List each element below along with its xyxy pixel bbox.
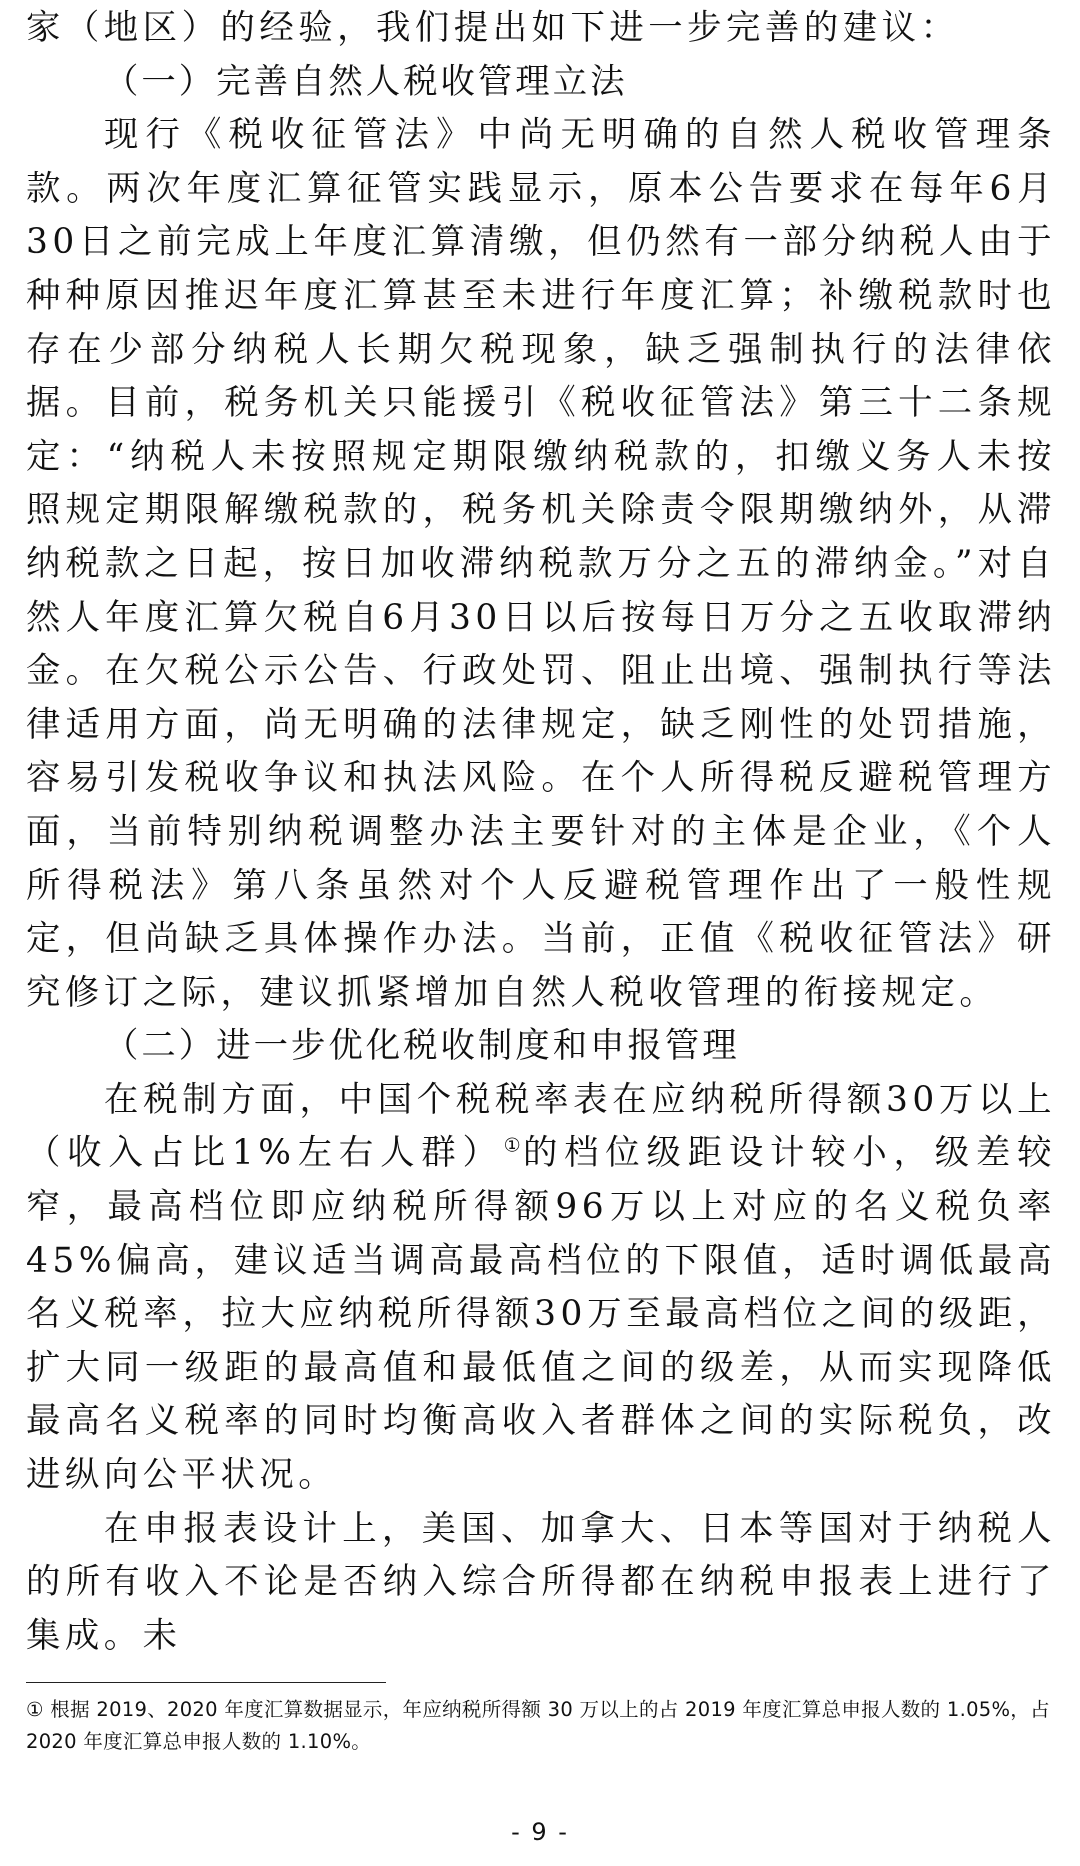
- section-heading-1: （一）完善自然人税收管理立法: [104, 61, 628, 102]
- paragraph-tax-rates-text-after: 的档位级距设计较小，级差较窄，最高档位即应纳税所得额96万以上对应的名义税负率45%偏高，建议适当调高最高档位的下限值，适时调低最高名义税率，拉大应纳税所得额30万至最高档位之间的级距，扩大同一级距的最高值和最低值之间的级差，从而实现降低最高名义税率的同时均衡高收入者群体之间的实际税负，改进纵向公平状况。: [26, 1133, 1056, 1496]
- body-text: [26, 2, 1056, 1663]
- paragraph-legislation: 现行《税收征管法》中尚无明确的自然人税收管理条款。两次年度汇算征管实践显示，原本公告要求在每年6月30日之前完成上年度汇算清缴，但仍然有一部分纳税人由于种种原因推迟年度汇算甚至未进行年度汇算；补缴税款时也存在少部分纳税人长期欠税现象，缺乏强制执行的法律依据。目前，税务机关只能援引《税收征管法》第三十二条规定：“纳税人未按照规定期限缴纳税款的，扣缴义务人未按照规定期限解缴税款的，税务机关除责令限期缴纳外，从滞纳税款之日起，按日加收滞纳税款万分之五的滞纳金。”对自然人年度汇算欠税自6月30日以后按每日万分之五收取滞纳金。在欠税公示公告、行政处罚、阻止出境、强制执行等法律适用方面，尚无明确的法律规定，缺乏刚性的处罚措施，容易引发税收争议和执法风险。在个人所得税反避税管理方面，当前特别纳税调整办法主要针对的主体是企业，《个人所得税法》第八条虽然对个人反避税管理作出了一般性规定，但尚缺乏具体操作办法。当前，正值《税收征管法》研究修订之际，建议抓紧增加自然人税收管理的衔接规定。: [26, 115, 1056, 1013]
- paragraph-filing-forms: 在申报表设计上，美国、加拿大、日本等国对于纳税人的所有收入不论是否纳入综合所得都在纳税申报表上进行了集成。未: [26, 1508, 1056, 1656]
- footnote-reference[interactable]: ①: [503, 1135, 523, 1157]
- paragraph-tax-rates-text-before: 在税制方面，中国个税税率表在应纳税所得额30万以上（收入占比1%左右人群）: [26, 1079, 1056, 1174]
- footnote-divider: [26, 1682, 386, 1683]
- paragraph-intro: 家（地区）的经验，我们提出如下进一步完善的建议：: [26, 8, 960, 48]
- section-heading-2: （二）进一步优化税收制度和申报管理: [104, 1026, 740, 1067]
- paragraph-tax-rates: [26, 1074, 1056, 1503]
- page-number: - 9 -: [511, 1818, 569, 1846]
- footnote-text: ① 根据 2019、2020 年度汇算数据显示，年应纳税所得额 30 万以上的占 2019 年度汇算总申报人数的 1.05%，占 2020 年度汇算总申报人数的 1.10%。: [26, 1698, 1050, 1753]
